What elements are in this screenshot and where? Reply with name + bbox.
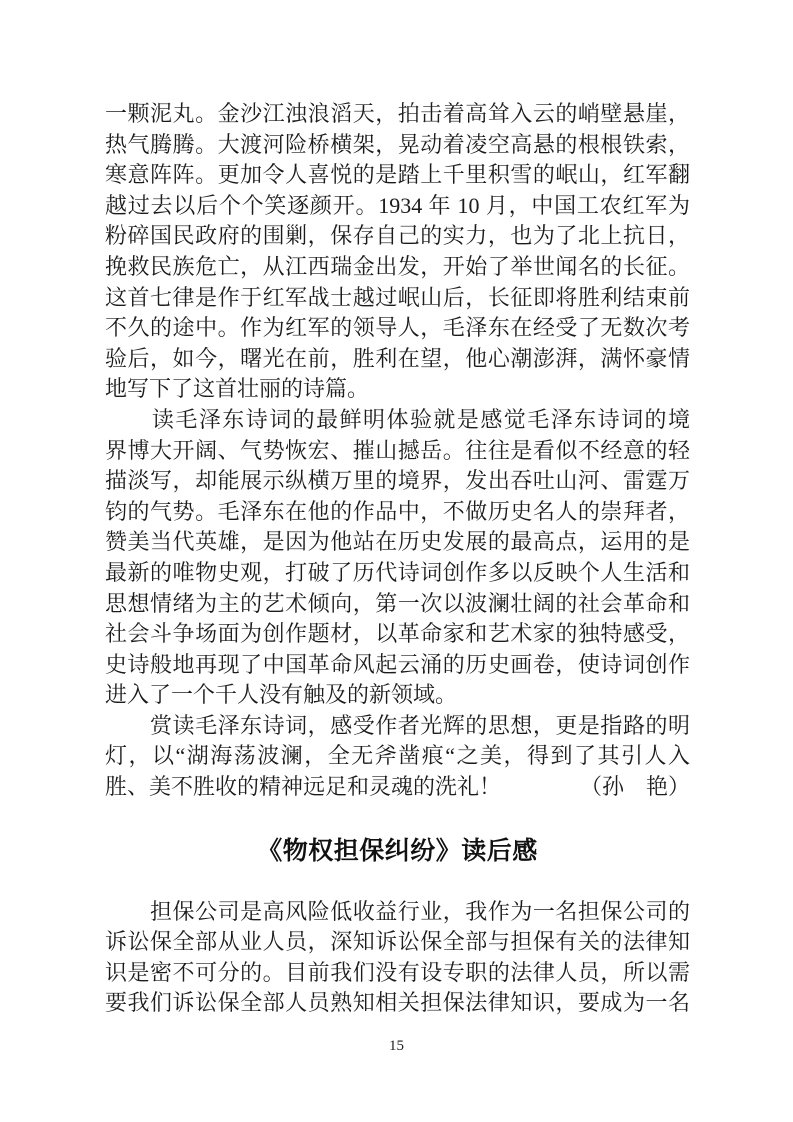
text-line: 诉讼保全部从业人员，深知诉讼保全部与担保有关的法律知: [105, 929, 690, 955]
text-line: 赞美当代英雄，是因为他站在历史发展的最高点，运用的是: [105, 529, 690, 555]
text-line: 挽救民族危亡，从江西瑞金出发，开始了举世闻名的长征。: [105, 253, 690, 279]
paragraph: [105, 99, 690, 405]
text-line: 社会斗争场面为创作题材，以革命家和艺术家的独特感受，: [105, 621, 690, 647]
text-line: 赏读毛泽东诗词，感受作者光辉的思想，更是指路的明: [105, 712, 690, 738]
paragraph: [105, 405, 690, 711]
text-line: 这首七律是作于红军战士越过岷山后，长征即将胜利结束前: [105, 284, 690, 310]
text-line: 识是密不可分的。目前我们没有设专职的法律人员，所以需: [105, 959, 690, 985]
text-line: 一颗泥丸。金沙江浊浪滔天，拍击着高耸入云的峭壁悬崖，: [105, 101, 690, 126]
text-line: 界博大开阔、气势恢宏、摧山撼岳。往往是看似不经意的轻: [105, 437, 690, 463]
text-line: 越过去以后个个笑逐颜开。1934 年 10 月，中国工农红军为: [105, 192, 690, 218]
text-line: 钧的气势。毛泽东在他的作品中，不做历史名人的崇拜者，: [105, 498, 690, 524]
text-line: 热气腾腾。大渡河险桥横架，晃动着凌空高悬的根根铁索，: [105, 131, 690, 157]
paragraph: [105, 711, 690, 803]
paragraph: [105, 897, 690, 1019]
text-line: 进入了一个千人没有触及的新领域。: [105, 682, 458, 708]
text-line: 不久的途中。作为红军的领导人，毛泽东在经受了无数次考: [105, 315, 690, 341]
text-line: 最新的唯物史观，打破了历代诗词创作多以反映个人生活和: [105, 559, 690, 585]
text-line: 读毛泽东诗词的最鲜明体验就是感觉毛泽东诗词的境: [105, 406, 690, 432]
author-attribution: （孙 艳）: [579, 774, 690, 800]
text-line: 粉碎国民政府的围剿，保存自己的实力，也为了北上抗日，: [105, 223, 690, 249]
text-line: 描淡写，却能展示纵横万里的境界，发出吞吐山河、雷霆万: [105, 468, 690, 494]
text-line: 担保公司是高风险低收益行业，我作为一名担保公司的: [105, 898, 690, 924]
text-line: 灯，以“湖海荡波澜，全无斧凿痕“之美，得到了其引人入: [105, 743, 690, 769]
body-text-after-heading: [105, 897, 690, 1019]
text-line: 要我们诉讼保全部人员熟知相关担保法律知识，要成为一名: [105, 990, 690, 1016]
text-block: [105, 99, 690, 1019]
section-heading: 《物权担保纠纷》读后感: [257, 836, 538, 865]
text-line: 地写下了这首壮丽的诗篇。: [105, 376, 370, 402]
text-line: 思想情绪为主的艺术倾向，第一次以波澜壮阔的社会革命和: [105, 590, 690, 616]
text-line: 寒意阵阵。更加令人喜悦的是踏上千里积雪的岷山，红军翻: [105, 162, 690, 188]
text-line-left: 胜、美不胜收的精神远足和灵魂的洗礼！: [105, 774, 502, 800]
body-text-before-heading: [105, 99, 690, 803]
page-number: 15: [389, 1038, 404, 1054]
text-line: 史诗般地再现了中国革命风起云涌的历史画卷，使诗词创作: [105, 651, 690, 677]
text-line: [105, 772, 690, 803]
text-line: 验后，如今，曙光在前，胜利在望，他心潮澎湃，满怀豪情: [105, 345, 690, 371]
